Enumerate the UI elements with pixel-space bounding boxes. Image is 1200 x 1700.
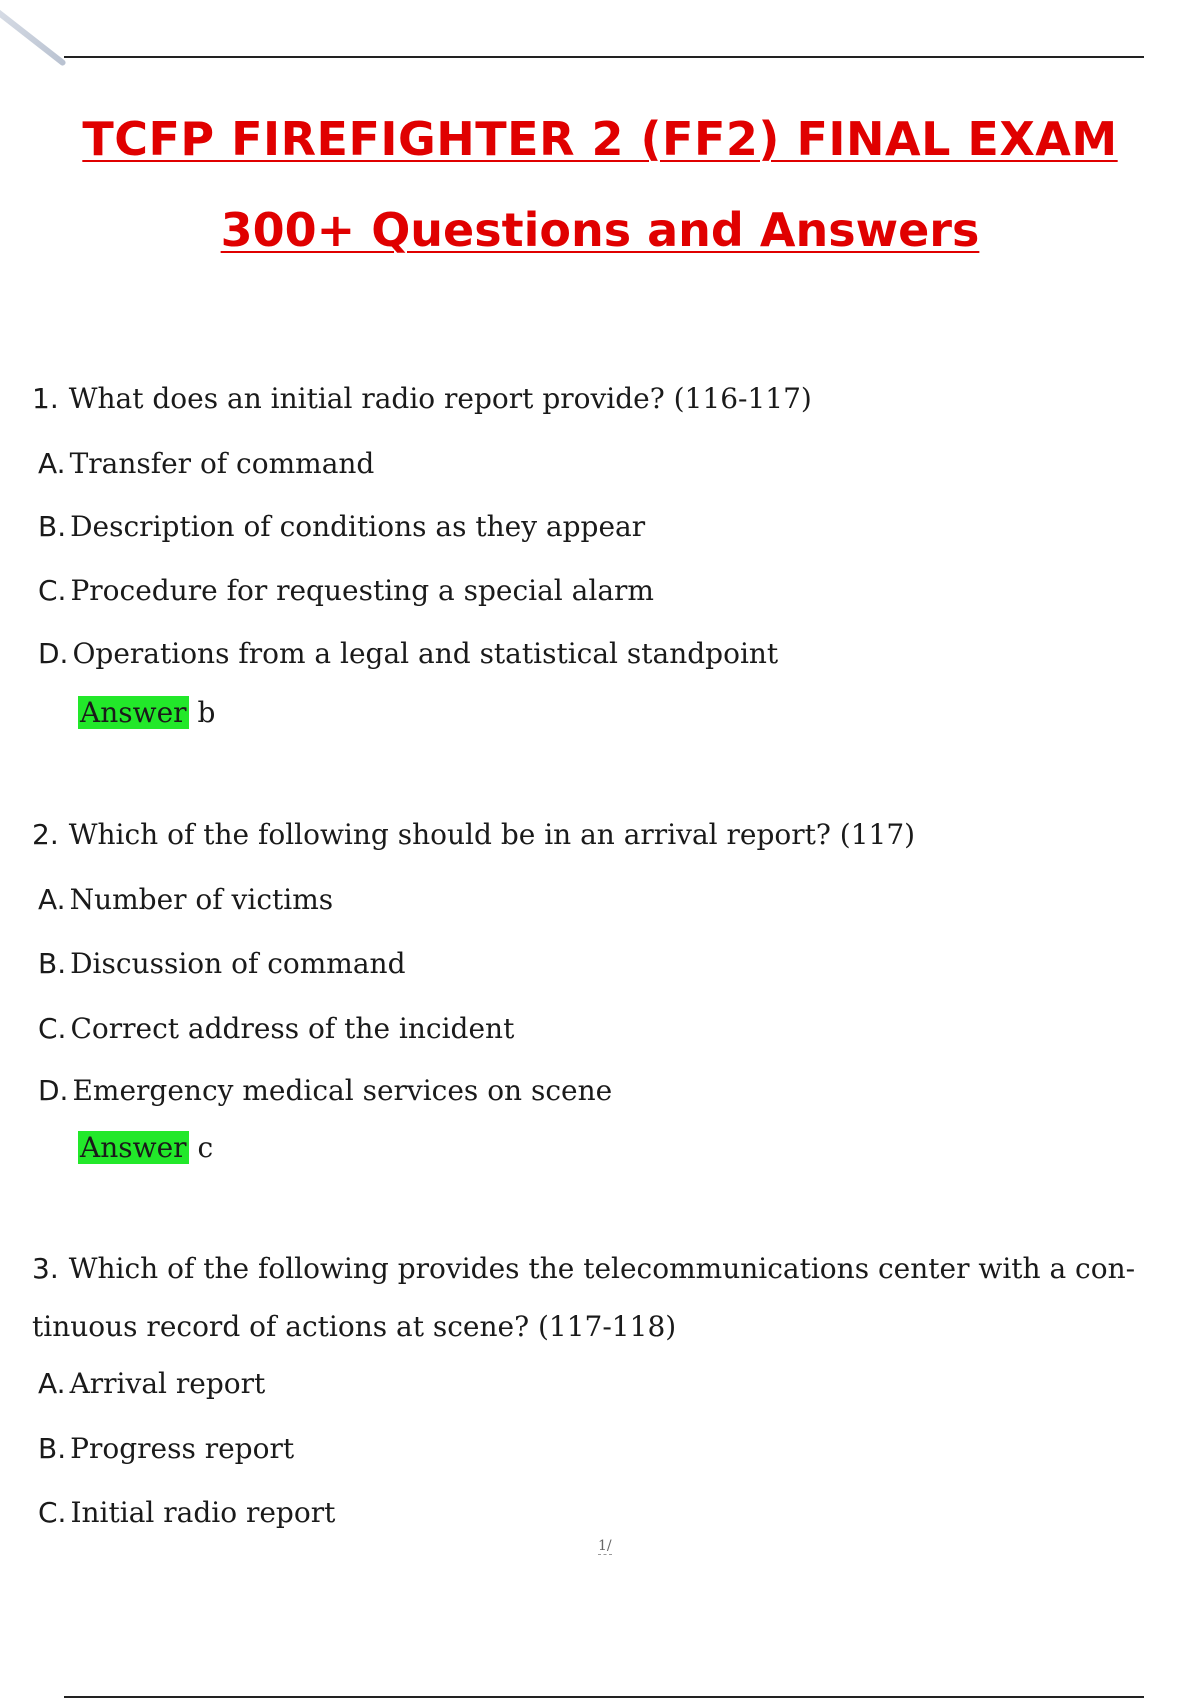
option-text: Procedure for requesting a special alarm [70, 574, 654, 607]
option-letter: A. [38, 447, 66, 480]
question-number: 2. [32, 818, 59, 851]
option-letter: A. [38, 1367, 66, 1400]
option-text: Progress report [70, 1432, 295, 1465]
page-number: 1/ [598, 1538, 612, 1554]
option-3a [38, 1367, 265, 1400]
answer-label: Answer [80, 696, 187, 729]
option-text: Initial radio report [70, 1496, 336, 1529]
question-number: 3. [32, 1252, 59, 1285]
document-subtitle: 300+ Questions and Answers [220, 203, 980, 257]
option-2d [38, 1074, 612, 1107]
header-rule [64, 56, 1144, 58]
option-3b [38, 1432, 294, 1465]
answer-label: Answer [80, 1131, 187, 1164]
option-text: Arrival report [69, 1367, 266, 1400]
option-3c [38, 1496, 335, 1529]
answer-value: b [197, 696, 216, 729]
option-letter: C. [38, 1012, 67, 1045]
option-1a [38, 447, 374, 480]
option-letter: D. [38, 637, 69, 670]
option-letter: B. [38, 1432, 67, 1465]
question-3 [32, 1240, 1152, 1356]
answer-1 [78, 696, 215, 729]
option-letter: C. [38, 574, 67, 607]
answer-value: c [197, 1131, 214, 1164]
option-letter: A. [38, 883, 66, 916]
option-text: Number of victims [69, 883, 334, 916]
option-text: Transfer of command [69, 447, 375, 480]
document-title: TCFP FIREFIGHTER 2 (FF2) FINAL EXAM [82, 112, 1118, 166]
question-number: 1. [32, 382, 59, 415]
option-2c [38, 1012, 514, 1045]
question-text: What does an initial radio report provide? (116-117) [68, 382, 812, 415]
corner-decoration [0, 7, 67, 67]
option-1b [38, 510, 645, 543]
option-letter: C. [38, 1496, 67, 1529]
option-1d [38, 637, 778, 670]
option-text: Operations from a legal and statistical standpoint [72, 637, 779, 670]
option-2a [38, 883, 333, 916]
option-text: Correct address of the incident [70, 1012, 515, 1045]
question-text: Which of the following should be in an arrival report? (117) [68, 818, 916, 851]
option-letter: D. [38, 1074, 69, 1107]
option-letter: B. [38, 947, 67, 980]
option-text: Emergency medical services on scene [72, 1074, 613, 1107]
question-text: Which of the following provides the telecommunications center with a con- tinuous record of actions at scene? (117-118) [32, 1252, 1136, 1343]
answer-2 [78, 1131, 213, 1164]
question-2 [32, 806, 1152, 864]
option-2b [38, 947, 406, 980]
option-text: Description of conditions as they appear [70, 510, 646, 543]
question-1 [32, 370, 1152, 428]
option-text: Discussion of command [70, 947, 406, 980]
option-1c [38, 574, 654, 607]
option-letter: B. [38, 510, 67, 543]
footer-rule [64, 1696, 1144, 1698]
